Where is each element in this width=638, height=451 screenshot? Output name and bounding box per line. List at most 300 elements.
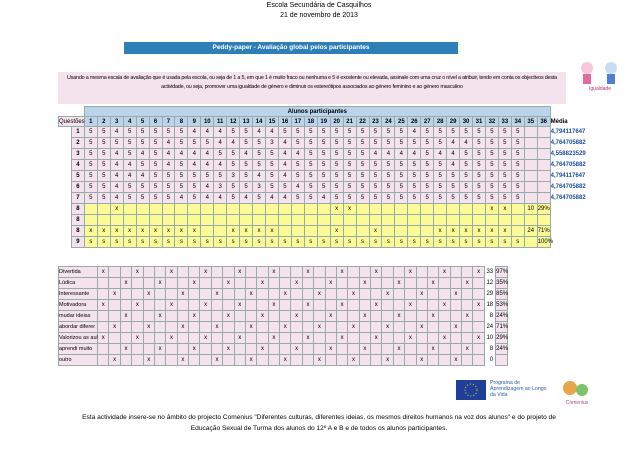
reason-cell (268, 344, 279, 355)
reason-cell (120, 289, 131, 300)
answer-cell: 5 (473, 149, 486, 160)
reason-cell: x (348, 322, 359, 333)
reason-cell (371, 322, 382, 333)
answer-cell: 4 (447, 138, 460, 149)
answer-cell: 5 (240, 182, 253, 193)
question-number: 6 (71, 182, 84, 193)
participant-col-28: 28 (434, 117, 447, 127)
answer-cell (537, 193, 550, 204)
answer-cell: 5 (149, 171, 162, 182)
answer-cell: 5 (343, 160, 356, 171)
answer-cell: x (97, 226, 110, 237)
answer-cell: 5 (421, 149, 434, 160)
media-value: 4,764705882 (550, 184, 586, 190)
reason-cell (166, 289, 177, 300)
answer-cell: 4 (266, 127, 279, 138)
reason-cell: x (98, 300, 109, 311)
answer-cell: 5 (227, 127, 240, 138)
answer-cell (330, 215, 343, 226)
reason-cell (405, 344, 416, 355)
answer-cell: s (434, 237, 447, 248)
answer-cell: 4 (278, 138, 291, 149)
reason-cell (177, 300, 188, 311)
reason-cell (200, 278, 211, 289)
answer-cell: 5 (304, 160, 317, 171)
reason-cell: x (245, 355, 256, 366)
answer-cell (278, 215, 291, 226)
question-row (59, 160, 564, 171)
answer-cell: s (136, 237, 149, 248)
answer-cell: 5 (408, 193, 421, 204)
answer-cell: 5 (136, 127, 149, 138)
answer-cell: 4 (188, 160, 201, 171)
answer-cell (149, 204, 162, 215)
answer-cell (291, 204, 304, 215)
participant-col-10: 10 (201, 117, 214, 127)
reason-pct: 24% (496, 311, 508, 322)
reason-cell (177, 267, 188, 278)
reason-cell (462, 355, 473, 366)
answer-cell (511, 226, 524, 237)
answer-cell: 4 (188, 149, 201, 160)
answer-cell (421, 204, 434, 215)
participant-col-27: 27 (421, 117, 434, 127)
answer-cell: 5 (330, 171, 343, 182)
question-number: 8 (71, 226, 84, 237)
reason-cell (280, 267, 291, 278)
reason-cell: x (405, 267, 416, 278)
reason-cell: x (439, 267, 450, 278)
reason-cell: x (450, 289, 461, 300)
reason-cell (450, 300, 461, 311)
reason-cell (98, 355, 109, 366)
answer-cell: s (97, 237, 110, 248)
reason-cell (405, 322, 416, 333)
reason-cell (257, 333, 268, 344)
answer-cell: x (485, 204, 498, 215)
answer-cell: 5 (498, 138, 511, 149)
answer-cell: 5 (188, 138, 201, 149)
question-number: 5 (71, 171, 84, 182)
participant-col-8: 8 (175, 117, 188, 127)
reason-cell (302, 344, 313, 355)
reason-cell (336, 278, 347, 289)
reason-cell (291, 289, 302, 300)
participant-col-12: 12 (227, 117, 240, 127)
answer-cell: 5 (317, 149, 330, 160)
reason-cell: x (280, 289, 291, 300)
reason-cell (359, 267, 370, 278)
participant-col-34: 34 (511, 117, 524, 127)
reason-cell (109, 300, 120, 311)
reason-cell (120, 300, 131, 311)
reason-cell (405, 278, 416, 289)
answer-cell (278, 204, 291, 215)
answer-cell: 3 (266, 138, 279, 149)
reason-cell (314, 333, 325, 344)
answer-cell (110, 215, 123, 226)
question-row (59, 204, 564, 215)
answer-cell: s (110, 237, 123, 248)
answer-cell: s (369, 237, 382, 248)
reason-row (59, 333, 508, 344)
reason-cell: x (280, 355, 291, 366)
reason-cell (371, 311, 382, 322)
answer-cell: 5 (369, 160, 382, 171)
answer-cell (460, 204, 473, 215)
reason-cell (314, 278, 325, 289)
reason-cell (189, 333, 200, 344)
reason-cell: x (314, 322, 325, 333)
answer-cell: 5 (460, 171, 473, 182)
reason-row (59, 278, 508, 289)
answer-cell: 5 (511, 149, 524, 160)
answer-cell: x (485, 226, 498, 237)
reason-cell (359, 300, 370, 311)
answer-cell: 5 (97, 193, 110, 204)
reason-cell (143, 311, 154, 322)
answer-cell (214, 215, 227, 226)
reason-cell (439, 322, 450, 333)
reason-cell: x (200, 300, 211, 311)
reason-cell: x (302, 300, 313, 311)
answer-cell: 5 (473, 127, 486, 138)
answer-cell (408, 215, 421, 226)
reason-cell (132, 278, 143, 289)
reason-cell: x (359, 344, 370, 355)
reason-cell (223, 289, 234, 300)
reason-count: 8 (489, 313, 494, 319)
reason-cell: x (268, 333, 279, 344)
reason-row (59, 344, 508, 355)
reason-cell (268, 322, 279, 333)
answer-cell: x (162, 226, 175, 237)
answer-cell: 4 (201, 182, 214, 193)
reason-cell (325, 300, 336, 311)
answer-cell: 5 (123, 138, 136, 149)
answer-cell: s (382, 237, 395, 248)
answer-cell (369, 215, 382, 226)
reason-cell (371, 355, 382, 366)
answer-cell: 5 (175, 138, 188, 149)
answer-cell: 5 (369, 127, 382, 138)
reason-cell (427, 267, 438, 278)
answer-cell: 5 (84, 149, 97, 160)
reason-cell: x (211, 322, 222, 333)
reason-cell: x (189, 278, 200, 289)
answer-cell: s (188, 237, 201, 248)
reason-cell (166, 355, 177, 366)
answer-cell: 5 (473, 182, 486, 193)
answer-cell (304, 204, 317, 215)
answer-cell: 5 (498, 160, 511, 171)
answer-cell: 5 (421, 182, 434, 193)
answer-cell (240, 204, 253, 215)
answer-cell: 4 (201, 193, 214, 204)
participant-col-11: 11 (214, 117, 227, 127)
answer-cell: 4 (408, 127, 421, 138)
answer-cell: 4 (253, 127, 266, 138)
answer-cell: 5 (408, 138, 421, 149)
reason-cell: x (166, 267, 177, 278)
answer-cell: s (330, 237, 343, 248)
reason-pct: 85% (496, 289, 508, 300)
answer-cell (175, 204, 188, 215)
reason-cell (234, 322, 245, 333)
participant-col-20: 20 (330, 117, 343, 127)
answer-cell: 5 (511, 138, 524, 149)
answer-cell (524, 138, 537, 149)
reason-cell (268, 311, 279, 322)
reason-cell (177, 311, 188, 322)
answer-cell (291, 215, 304, 226)
reason-pct: 29% (496, 333, 508, 344)
answer-cell: 5 (421, 127, 434, 138)
answer-cell (136, 204, 149, 215)
reason-cell (393, 289, 404, 300)
comenius-logo (560, 378, 594, 406)
answer-cell (278, 226, 291, 237)
reason-cell (166, 278, 177, 289)
participant-col-13: 13 (240, 117, 253, 127)
participant-col-7: 7 (162, 117, 175, 127)
reason-cell (132, 289, 143, 300)
answer-cell: 5 (356, 171, 369, 182)
answer-cell: 4 (278, 193, 291, 204)
question-row (59, 193, 564, 204)
answer-cell: 5 (123, 182, 136, 193)
participant-col-30: 30 (460, 117, 473, 127)
answer-cell: 4 (240, 149, 253, 160)
answer-cell: 5 (97, 138, 110, 149)
answer-cell: 5 (240, 138, 253, 149)
answer-cell: 5 (240, 127, 253, 138)
answer-cell (485, 215, 498, 226)
reason-cell: x (473, 300, 484, 311)
answer-cell: s (408, 237, 421, 248)
answer-cell: 5 (136, 160, 149, 171)
reason-cell (427, 333, 438, 344)
reason-pct: 24% (496, 344, 508, 355)
answer-cell: 5 (408, 171, 421, 182)
reason-cell (234, 311, 245, 322)
reason-label: outro (59, 355, 98, 366)
participant-col-33: 33 (498, 117, 511, 127)
reason-cell: x (427, 344, 438, 355)
reason-cell (405, 355, 416, 366)
answer-cell: 5 (511, 127, 524, 138)
answer-cell: 5 (447, 171, 460, 182)
reason-cell (450, 267, 461, 278)
answer-cell (421, 226, 434, 237)
reason-cell: x (120, 344, 131, 355)
reason-count: 24 (486, 324, 494, 330)
reason-cell: x (359, 278, 370, 289)
reason-cell (348, 333, 359, 344)
reason-row (59, 355, 508, 366)
answer-cell: 4 (110, 193, 123, 204)
answer-cell: 5 (227, 160, 240, 171)
answer-cell: x (149, 226, 162, 237)
answer-cell: 5 (266, 160, 279, 171)
answer-cell: 4 (291, 182, 304, 193)
reason-cell (154, 322, 165, 333)
reason-cell (473, 278, 484, 289)
answer-cell: 5 (188, 182, 201, 193)
answer-cell: 5 (485, 171, 498, 182)
participant-col-18: 18 (304, 117, 317, 127)
reason-cell (166, 344, 177, 355)
answer-cell (162, 215, 175, 226)
reason-cell (177, 278, 188, 289)
reason-cell (393, 267, 404, 278)
question-row (59, 171, 564, 182)
reason-cell (302, 322, 313, 333)
participant-col-15: 15 (266, 117, 279, 127)
participant-col-5: 5 (136, 117, 149, 127)
answer-cell: 5 (395, 182, 408, 193)
answer-cell: 5 (278, 127, 291, 138)
reason-cell (348, 278, 359, 289)
reason-cell (439, 278, 450, 289)
participant-col-31: 31 (473, 117, 486, 127)
reason-cell (234, 344, 245, 355)
answer-cell: 5 (369, 182, 382, 193)
reason-cell (200, 344, 211, 355)
answer-cell: x (136, 226, 149, 237)
answer-cell: s (214, 237, 227, 248)
reason-cell (314, 300, 325, 311)
reason-pct (496, 355, 508, 366)
reason-cell (211, 300, 222, 311)
answer-cell: 5 (227, 149, 240, 160)
participant-col-29: 29 (447, 117, 460, 127)
reason-cell (245, 333, 256, 344)
reason-cell: x (462, 311, 473, 322)
answer-cell: x (110, 226, 123, 237)
answer-cell (473, 204, 486, 215)
answer-cell: 5 (382, 160, 395, 171)
answer-cell (524, 171, 537, 182)
answer-cell: 10 (524, 204, 537, 215)
reason-cell (427, 300, 438, 311)
answer-cell: 5 (395, 160, 408, 171)
reason-cell (462, 300, 473, 311)
answer-cell: 5 (408, 160, 421, 171)
reason-cell (416, 267, 427, 278)
reason-cell (302, 355, 313, 366)
answer-cell: 5 (123, 127, 136, 138)
reason-cell: x (280, 322, 291, 333)
participant-col-16: 16 (278, 117, 291, 127)
answer-cell: s (421, 237, 434, 248)
answer-cell: 5 (369, 193, 382, 204)
answer-cell: 4 (408, 149, 421, 160)
reason-cell (359, 333, 370, 344)
reason-cell: x (382, 355, 393, 366)
answer-cell: 5 (175, 171, 188, 182)
answer-cell: 5 (460, 149, 473, 160)
media-value: 4,764705882 (550, 195, 586, 201)
reason-cell (302, 289, 313, 300)
answer-cell: 4 (175, 193, 188, 204)
reason-count: 8 (489, 346, 494, 352)
answer-cell (473, 215, 486, 226)
answer-cell: 5 (188, 171, 201, 182)
reason-cell (98, 344, 109, 355)
reason-label: Valorizou as aul (59, 333, 98, 344)
participant-col-19: 19 (317, 117, 330, 127)
reason-cell: x (200, 267, 211, 278)
reason-cell (371, 278, 382, 289)
answer-cell: 4 (278, 160, 291, 171)
reason-cell (291, 355, 302, 366)
reason-cell: x (473, 267, 484, 278)
reason-cell (450, 344, 461, 355)
answer-cell: 5 (149, 160, 162, 171)
answer-cell (253, 204, 266, 215)
reason-cell (382, 333, 393, 344)
reason-cell (382, 311, 393, 322)
event-date: 21 de novembro de 2013 (280, 12, 358, 19)
answer-cell: 5 (485, 193, 498, 204)
answer-cell: 5 (291, 193, 304, 204)
question-row (59, 215, 564, 226)
answer-cell: s (253, 237, 266, 248)
reason-row (59, 300, 508, 311)
reason-pct: 35% (496, 278, 508, 289)
answer-cell: s (240, 237, 253, 248)
answer-cell (408, 204, 421, 215)
media-value: 4,794117647 (550, 129, 586, 135)
participant-col-35: 35 (524, 117, 537, 127)
reason-cell (132, 322, 143, 333)
answer-cell: 5 (330, 160, 343, 171)
reason-pct: 97% (496, 267, 508, 278)
answer-cell (317, 226, 330, 237)
reason-cell (257, 355, 268, 366)
answer-cell: 5 (498, 193, 511, 204)
media-value (550, 215, 563, 226)
answer-cell: 5 (84, 127, 97, 138)
answer-cell: 5 (162, 193, 175, 204)
reason-cell: x (98, 333, 109, 344)
answer-cell: 5 (421, 193, 434, 204)
reason-cell (166, 311, 177, 322)
participant-col-21: 21 (343, 117, 356, 127)
answer-cell (343, 226, 356, 237)
answer-cell: 5 (330, 127, 343, 138)
reason-cell (280, 344, 291, 355)
answer-cell: x (498, 226, 511, 237)
answer-cell: 4 (136, 149, 149, 160)
answer-cell: s (473, 237, 486, 248)
answer-cell: 5 (240, 171, 253, 182)
reason-cell (439, 355, 450, 366)
reason-row (59, 311, 508, 322)
answer-cell: 5 (317, 160, 330, 171)
answer-cell (356, 215, 369, 226)
answer-cell: 4 (278, 149, 291, 160)
answer-cell: 5 (84, 171, 97, 182)
reason-cell: x (291, 278, 302, 289)
answer-cell (304, 215, 317, 226)
reason-cell: x (268, 267, 279, 278)
answer-cell: 5 (473, 171, 486, 182)
reason-cell (211, 278, 222, 289)
answer-cell: 5 (369, 171, 382, 182)
answer-cell: x (123, 226, 136, 237)
